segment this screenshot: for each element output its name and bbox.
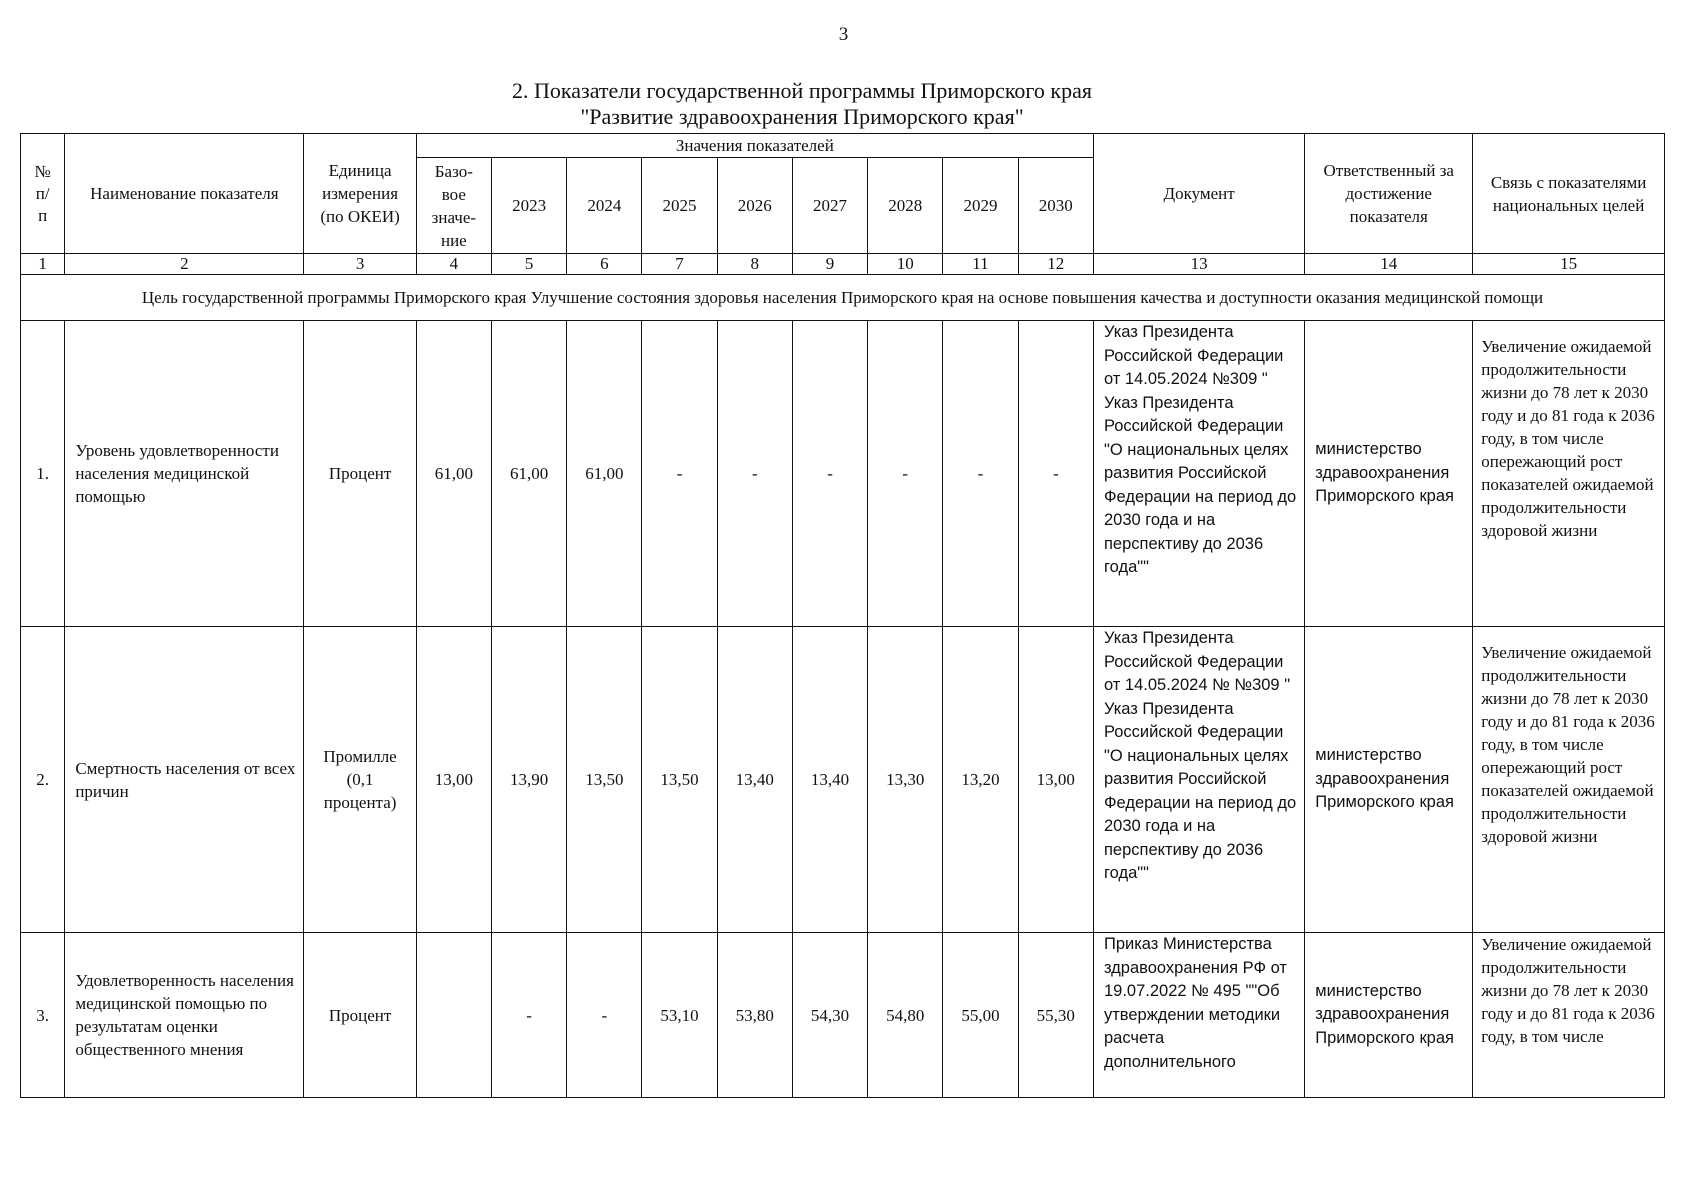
value-2026: - — [717, 321, 792, 627]
program-goal: Цель государственной программы Приморского края Улучшение состояния здоровья населения Приморского края на основе повышения качества и доступности оказания медицинской помощи — [21, 275, 1665, 321]
responsible: министерство здравоохранения Приморского края — [1305, 627, 1473, 933]
page-title — [0, 78, 1604, 130]
value-2026: 13,40 — [717, 627, 792, 933]
value-2029: - — [943, 321, 1018, 627]
value-2025: 13,50 — [642, 627, 717, 933]
indicators-table — [20, 133, 1665, 1098]
value-2027: - — [792, 321, 867, 627]
table-row — [21, 933, 1665, 1098]
column-number: 4 — [416, 254, 491, 275]
value-2030: 55,30 — [1018, 933, 1093, 1098]
row-num: 2. — [21, 627, 65, 933]
goal-row — [21, 275, 1665, 321]
base-value: 13,00 — [416, 627, 491, 933]
value-2029: 55,00 — [943, 933, 1018, 1098]
indicator-name: Уровень удовлетворенности населения медицинской помощью — [65, 321, 304, 627]
unit: Процент — [304, 321, 416, 627]
national-goal-link: Увеличение ожидаемой продолжительности жизни до 78 лет к 2030 году и до 81 года к 2036 году, в том числе — [1481, 935, 1655, 1046]
header-year: 2026 — [717, 158, 792, 254]
base-value: 61,00 — [416, 321, 491, 627]
row-num: 3. — [21, 933, 65, 1098]
value-2023: 61,00 — [491, 321, 566, 627]
title-line-1: 2. Показатели государственной программы Приморского края — [512, 78, 1092, 103]
column-number: 8 — [717, 254, 792, 275]
value-2030: - — [1018, 321, 1093, 627]
value-2025: 53,10 — [642, 933, 717, 1098]
column-number: 12 — [1018, 254, 1093, 275]
document: Указ Президента Российской Федерации от 14.05.2024 № №309 " Указ Президента Российской Федерации "О национальных целях развития Российской Федерации на период до 2030 года и на перспективу до 2036 года"" — [1093, 627, 1304, 933]
table-row — [21, 627, 1665, 933]
header-link: Связь с показателями национальных целей — [1473, 134, 1665, 254]
column-number: 6 — [567, 254, 642, 275]
column-number: 13 — [1093, 254, 1304, 275]
column-number: 1 — [21, 254, 65, 275]
column-number: 7 — [642, 254, 717, 275]
header-num: № п/ п — [21, 134, 65, 254]
value-2027: 54,30 — [792, 933, 867, 1098]
value-2028: - — [868, 321, 943, 627]
national-goal-link: Увеличение ожидаемой продолжительности жизни до 78 лет к 2030 году и до 81 года к 2036 году, в том числе опережающий рост показателей ожидаемой продолжительности здоровой жизни — [1473, 321, 1665, 627]
value-2024: 13,50 — [567, 627, 642, 933]
value-2028: 54,80 — [868, 933, 943, 1098]
responsible: министерство здравоохранения Приморского края — [1305, 321, 1473, 627]
value-2024: 61,00 — [567, 321, 642, 627]
column-number: 14 — [1305, 254, 1473, 275]
header-year: 2027 — [792, 158, 867, 254]
value-2024: - — [567, 933, 642, 1098]
header-responsible: Ответственный за достижение показателя — [1305, 134, 1473, 254]
header-year: 2030 — [1018, 158, 1093, 254]
column-number: 15 — [1473, 254, 1665, 275]
header-document: Документ — [1093, 134, 1304, 254]
document: Указ Президента Российской Федерации от 14.05.2024 №309 " Указ Президента Российской Федерации "О национальных целях развития Российской Федерации на период до 2030 года и на перспективу до 2036 года"" — [1093, 321, 1304, 627]
header-year: 2023 — [491, 158, 566, 254]
column-number-row — [21, 254, 1665, 275]
header-year: 2025 — [642, 158, 717, 254]
value-2030: 13,00 — [1018, 627, 1093, 933]
value-2023: 13,90 — [491, 627, 566, 933]
header-year: 2024 — [567, 158, 642, 254]
value-2028: 13,30 — [868, 627, 943, 933]
value-2025: - — [642, 321, 717, 627]
header-year: 2029 — [943, 158, 1018, 254]
header-base: Базо-вое значе-ние — [416, 158, 491, 254]
responsible: министерство здравоохранения Приморского края — [1305, 933, 1473, 1098]
column-number: 2 — [65, 254, 304, 275]
header-name: Наименование показателя — [65, 134, 304, 254]
column-number: 10 — [868, 254, 943, 275]
national-goal-link: Увеличение ожидаемой продолжительности жизни до 78 лет к 2030 году и до 81 года к 2036 году, в том числе опережающий рост показателей ожидаемой продолжительности здоровой жизни — [1473, 627, 1665, 933]
column-number: 9 — [792, 254, 867, 275]
title-line-2: "Развитие здравоохранения Приморского края" — [580, 104, 1024, 129]
header-values-group: Значения показателей — [416, 134, 1093, 158]
page-number: 3 — [838, 24, 849, 45]
value-2027: 13,40 — [792, 627, 867, 933]
unit: Промилле (0,1 процента) — [304, 627, 416, 933]
indicator-name: Удовлетворенность населения медицинской помощью по результатам оценки общественного мнения — [65, 933, 304, 1098]
value-2026: 53,80 — [717, 933, 792, 1098]
value-2023: - — [491, 933, 566, 1098]
header-year: 2028 — [868, 158, 943, 254]
header-unit: Единица измерения (по ОКЕИ) — [304, 134, 416, 254]
national-goal-link-cell — [1473, 933, 1665, 1098]
document: Приказ Министерства здравоохранения РФ от 19.07.2022 № 495 ""Об утверждении методики расчета дополнительного — [1103, 935, 1287, 1071]
indicator-name: Смертность населения от всех причин — [65, 627, 304, 933]
base-value — [416, 933, 491, 1098]
row-num: 1. — [21, 321, 65, 627]
document-cell — [1093, 933, 1304, 1098]
column-number: 3 — [304, 254, 416, 275]
table-row — [21, 321, 1665, 627]
value-2029: 13,20 — [943, 627, 1018, 933]
column-number: 5 — [491, 254, 566, 275]
column-number: 11 — [943, 254, 1018, 275]
unit: Процент — [304, 933, 416, 1098]
